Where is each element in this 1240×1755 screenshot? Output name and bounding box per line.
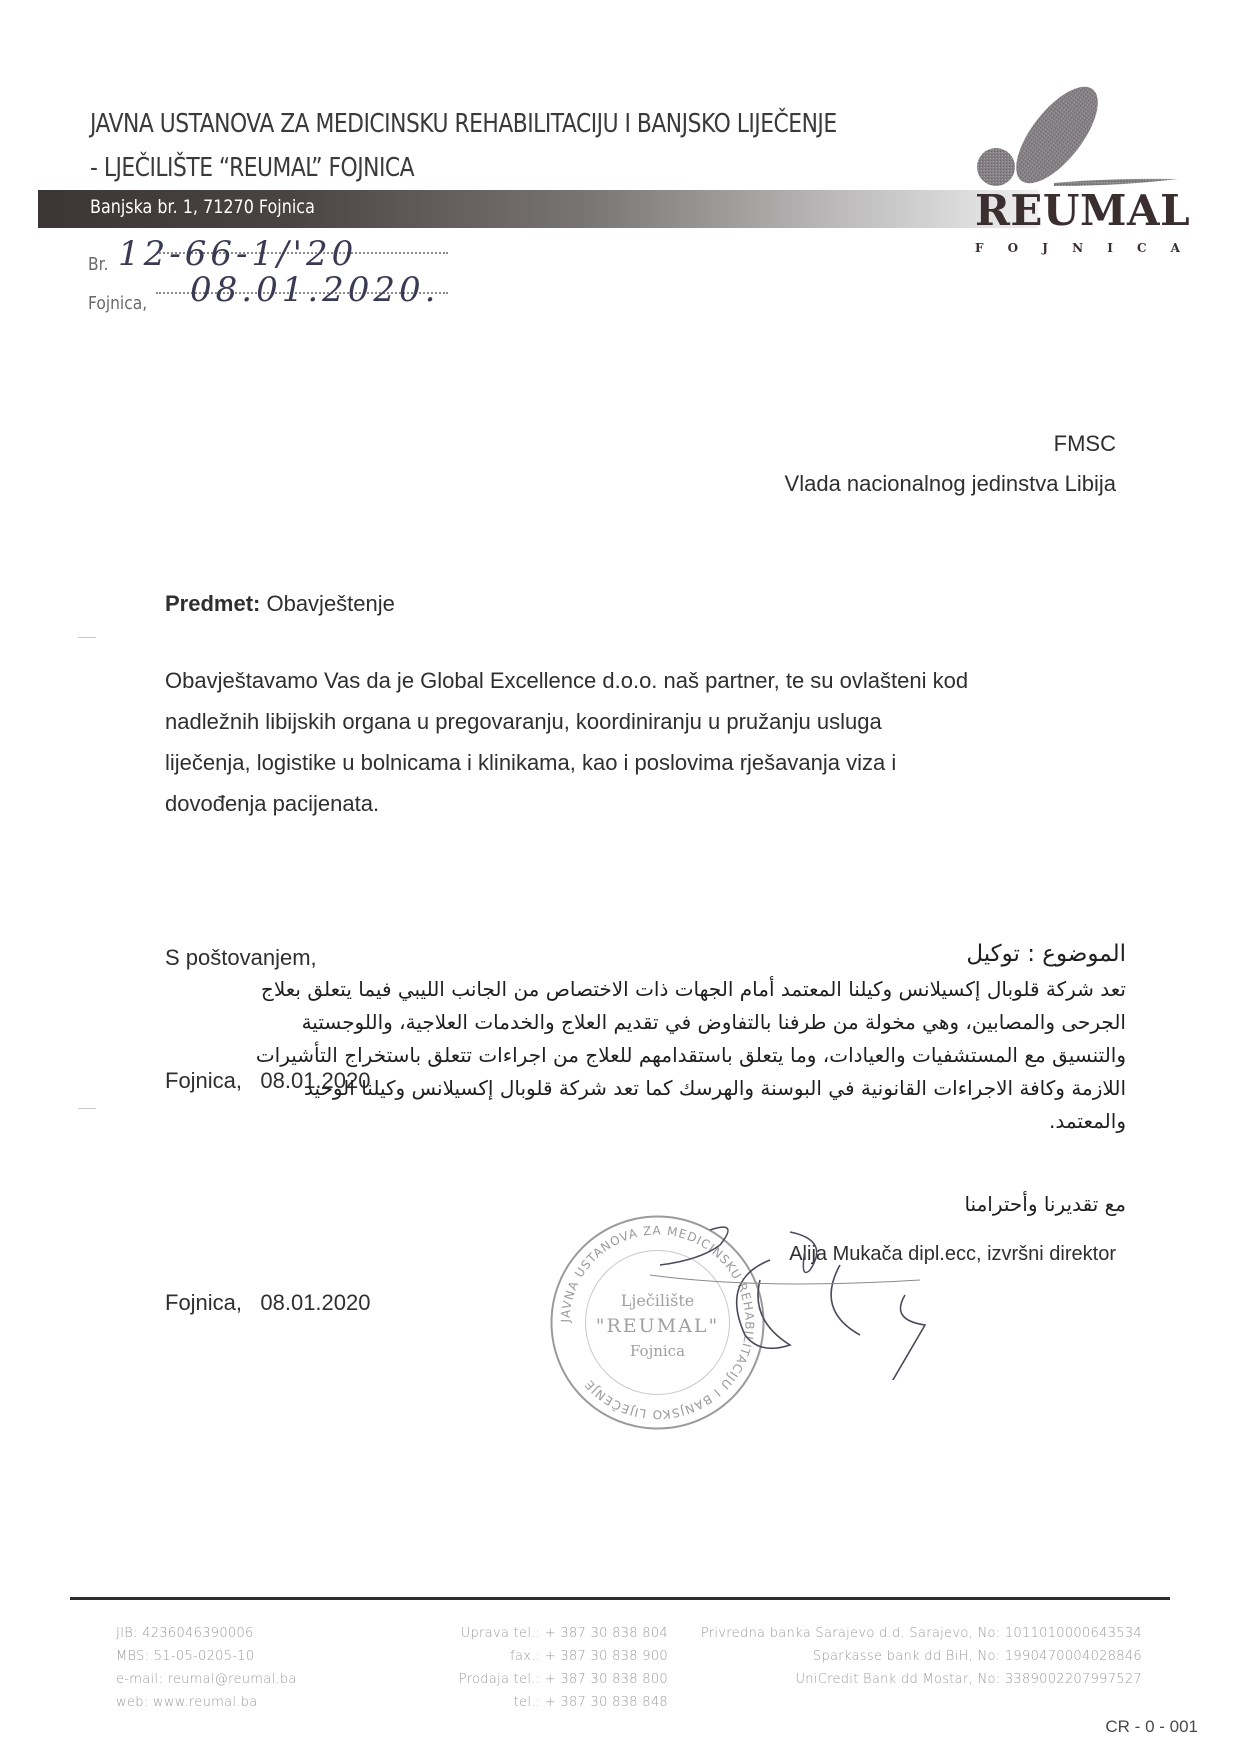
logo-sub-letter: N xyxy=(1072,241,1084,255)
reumal-logo-icon xyxy=(970,85,1180,190)
reference-place-label: Fojnica, xyxy=(88,293,148,314)
paragraph-line: nadležnih libijskih organa u pregovaranju, koordiniranju u pružanju usluga xyxy=(165,709,882,734)
footer-bank-account: UniCredit Bank dd Mostar, No: 3389002207997527 xyxy=(795,1672,1142,1687)
paragraph-line: dovođenja pacijenata. xyxy=(165,791,380,816)
fold-mark xyxy=(78,637,96,638)
logo-sub-letter: J xyxy=(1042,241,1048,255)
footer-phone-sales-2: tel.: + 387 30 838 848 xyxy=(513,1695,668,1710)
logo-sub-letter: A xyxy=(1170,241,1180,255)
footer-bank-accounts xyxy=(660,1622,1142,1691)
footer-fax: fax.: + 387 30 838 900 xyxy=(510,1649,668,1664)
paragraph-line: liječenja, logistike u bolnicama i klinikama, kao i poslovima rješavanja viza i xyxy=(165,750,897,775)
institution-name-line1: JAVNA USTANOVA ZA MEDICINSKU REHABILITACIJU I BANJSKO LIJEČENJE xyxy=(90,109,837,139)
recipient-line1: FMSC xyxy=(1053,431,1116,456)
reference-number-label: Br. xyxy=(88,254,109,275)
footer-bank-account: Privredna banka Sarajevo d.d. Sarajevo, No: 1011010000643534 xyxy=(700,1626,1142,1641)
signatory-name: Alija Mukača dipl.ecc, izvršni direktor xyxy=(789,1243,1116,1265)
logo-sub-letter: F xyxy=(975,241,984,255)
footer-phone-sales: Prodaja tel.: + 387 30 838 800 xyxy=(458,1672,668,1687)
footer-phone-management: Uprava tel.: + 387 30 838 804 xyxy=(460,1626,668,1641)
footer-bank-account: Sparkasse bank dd BiH, No: 1990470004028846 xyxy=(812,1649,1142,1664)
subject-line xyxy=(165,583,1145,624)
logo-sub-letter: C xyxy=(1136,241,1147,255)
logo-wordmark: REUMAL xyxy=(975,186,1191,235)
logo-subtitle xyxy=(975,241,1180,255)
closing-salutation: S poštovanjem, xyxy=(165,945,317,970)
logo-sub-letter: I xyxy=(1107,241,1113,255)
arabic-paragraph xyxy=(136,973,1126,1138)
stamp-line2: "REUMAL" xyxy=(595,1315,720,1337)
logo-small-dot xyxy=(977,148,1015,186)
paragraph-line: Obavještavamo Vas da je Global Excellence d.o.o. naš partner, te su ovlašteni kod xyxy=(165,668,969,693)
footer-phones xyxy=(420,1622,668,1714)
logo-large-ellipse xyxy=(1002,85,1113,190)
stamp-ring-text: JAVNA USTANOVA ZA MEDICINSKU REHABILITACIJU I BANJSKO LIJEČENJE xyxy=(558,1223,757,1422)
institution-name-line2: - LJEČILIŠTE “REUMAL” FOJNICA xyxy=(90,153,415,183)
closing-place-date: Fojnica, 08.01.2020 xyxy=(165,1068,371,1093)
logo-sub-letter: O xyxy=(1007,241,1019,255)
footer-mbs: MBS: 51-05-0205-10 xyxy=(116,1649,255,1664)
logo-swoosh xyxy=(1054,179,1178,186)
stamp-line3: Fojnica xyxy=(629,1342,686,1360)
arabic-line: الجرحى والمصابين، وهي مخولة من طرفنا بالتفاوض في تقديم العلاج والخدمات العلاجية، واللوجستية xyxy=(301,1010,1126,1034)
recipient xyxy=(785,424,1116,504)
reference-date-handwritten: 08.01.2020. xyxy=(190,270,440,310)
arabic-closing: مع تقديرنا وأحترامنا xyxy=(964,1192,1126,1216)
institution-name xyxy=(90,102,837,190)
fold-mark xyxy=(78,1108,96,1109)
reference-number-handwritten: 12-66-1/'20 xyxy=(118,234,358,274)
footer-company-ids xyxy=(116,1622,297,1714)
subject-value: Obavještenje xyxy=(260,591,395,616)
arabic-line: والمعتمد. xyxy=(1049,1109,1126,1133)
arabic-line: والتنسيق مع المستشفيات والعيادات، وما يتعلق باستقدامهم للعلاج من اجراءات تتعلق باستخراج التأشيرات xyxy=(255,1043,1126,1067)
arabic-line: اللازمة وكافة الاجراءات القانونية في البوسنة والهرسك كما تعد شركة قلوبال إكسيلانس وكيلنا الوحيد xyxy=(303,1076,1126,1100)
stamp-line1: Lječilište xyxy=(620,1291,695,1310)
document-code: CR - 0 - 001 xyxy=(1105,1717,1198,1736)
signature-place-date: Fojnica, 08.01.2020 xyxy=(165,1290,371,1315)
letter-paragraph xyxy=(165,660,1145,824)
footer-divider xyxy=(70,1597,1170,1600)
handwritten-signature-icon xyxy=(640,1220,970,1380)
footer-web: web: www.reumal.ba xyxy=(116,1695,258,1710)
arabic-subject: الموضوع : توكيل xyxy=(966,941,1126,967)
footer-email: e-mail: reumal@reumal.ba xyxy=(116,1672,297,1687)
address-text: Banjska br. 1, 71270 Fojnica xyxy=(90,196,315,218)
footer-jib: JIB: 4236046390006 xyxy=(116,1626,254,1641)
recipient-line2: Vlada nacionalnog jedinstva Libija xyxy=(784,471,1116,496)
subject-label: Predmet: xyxy=(165,591,261,616)
arabic-line: تعد شركة قلوبال إكسيلانس وكيلنا المعتمد أمام الجهات ذات الاختصاص من الجانب الليبي فيما يتعلق بعلاج xyxy=(260,977,1126,1001)
